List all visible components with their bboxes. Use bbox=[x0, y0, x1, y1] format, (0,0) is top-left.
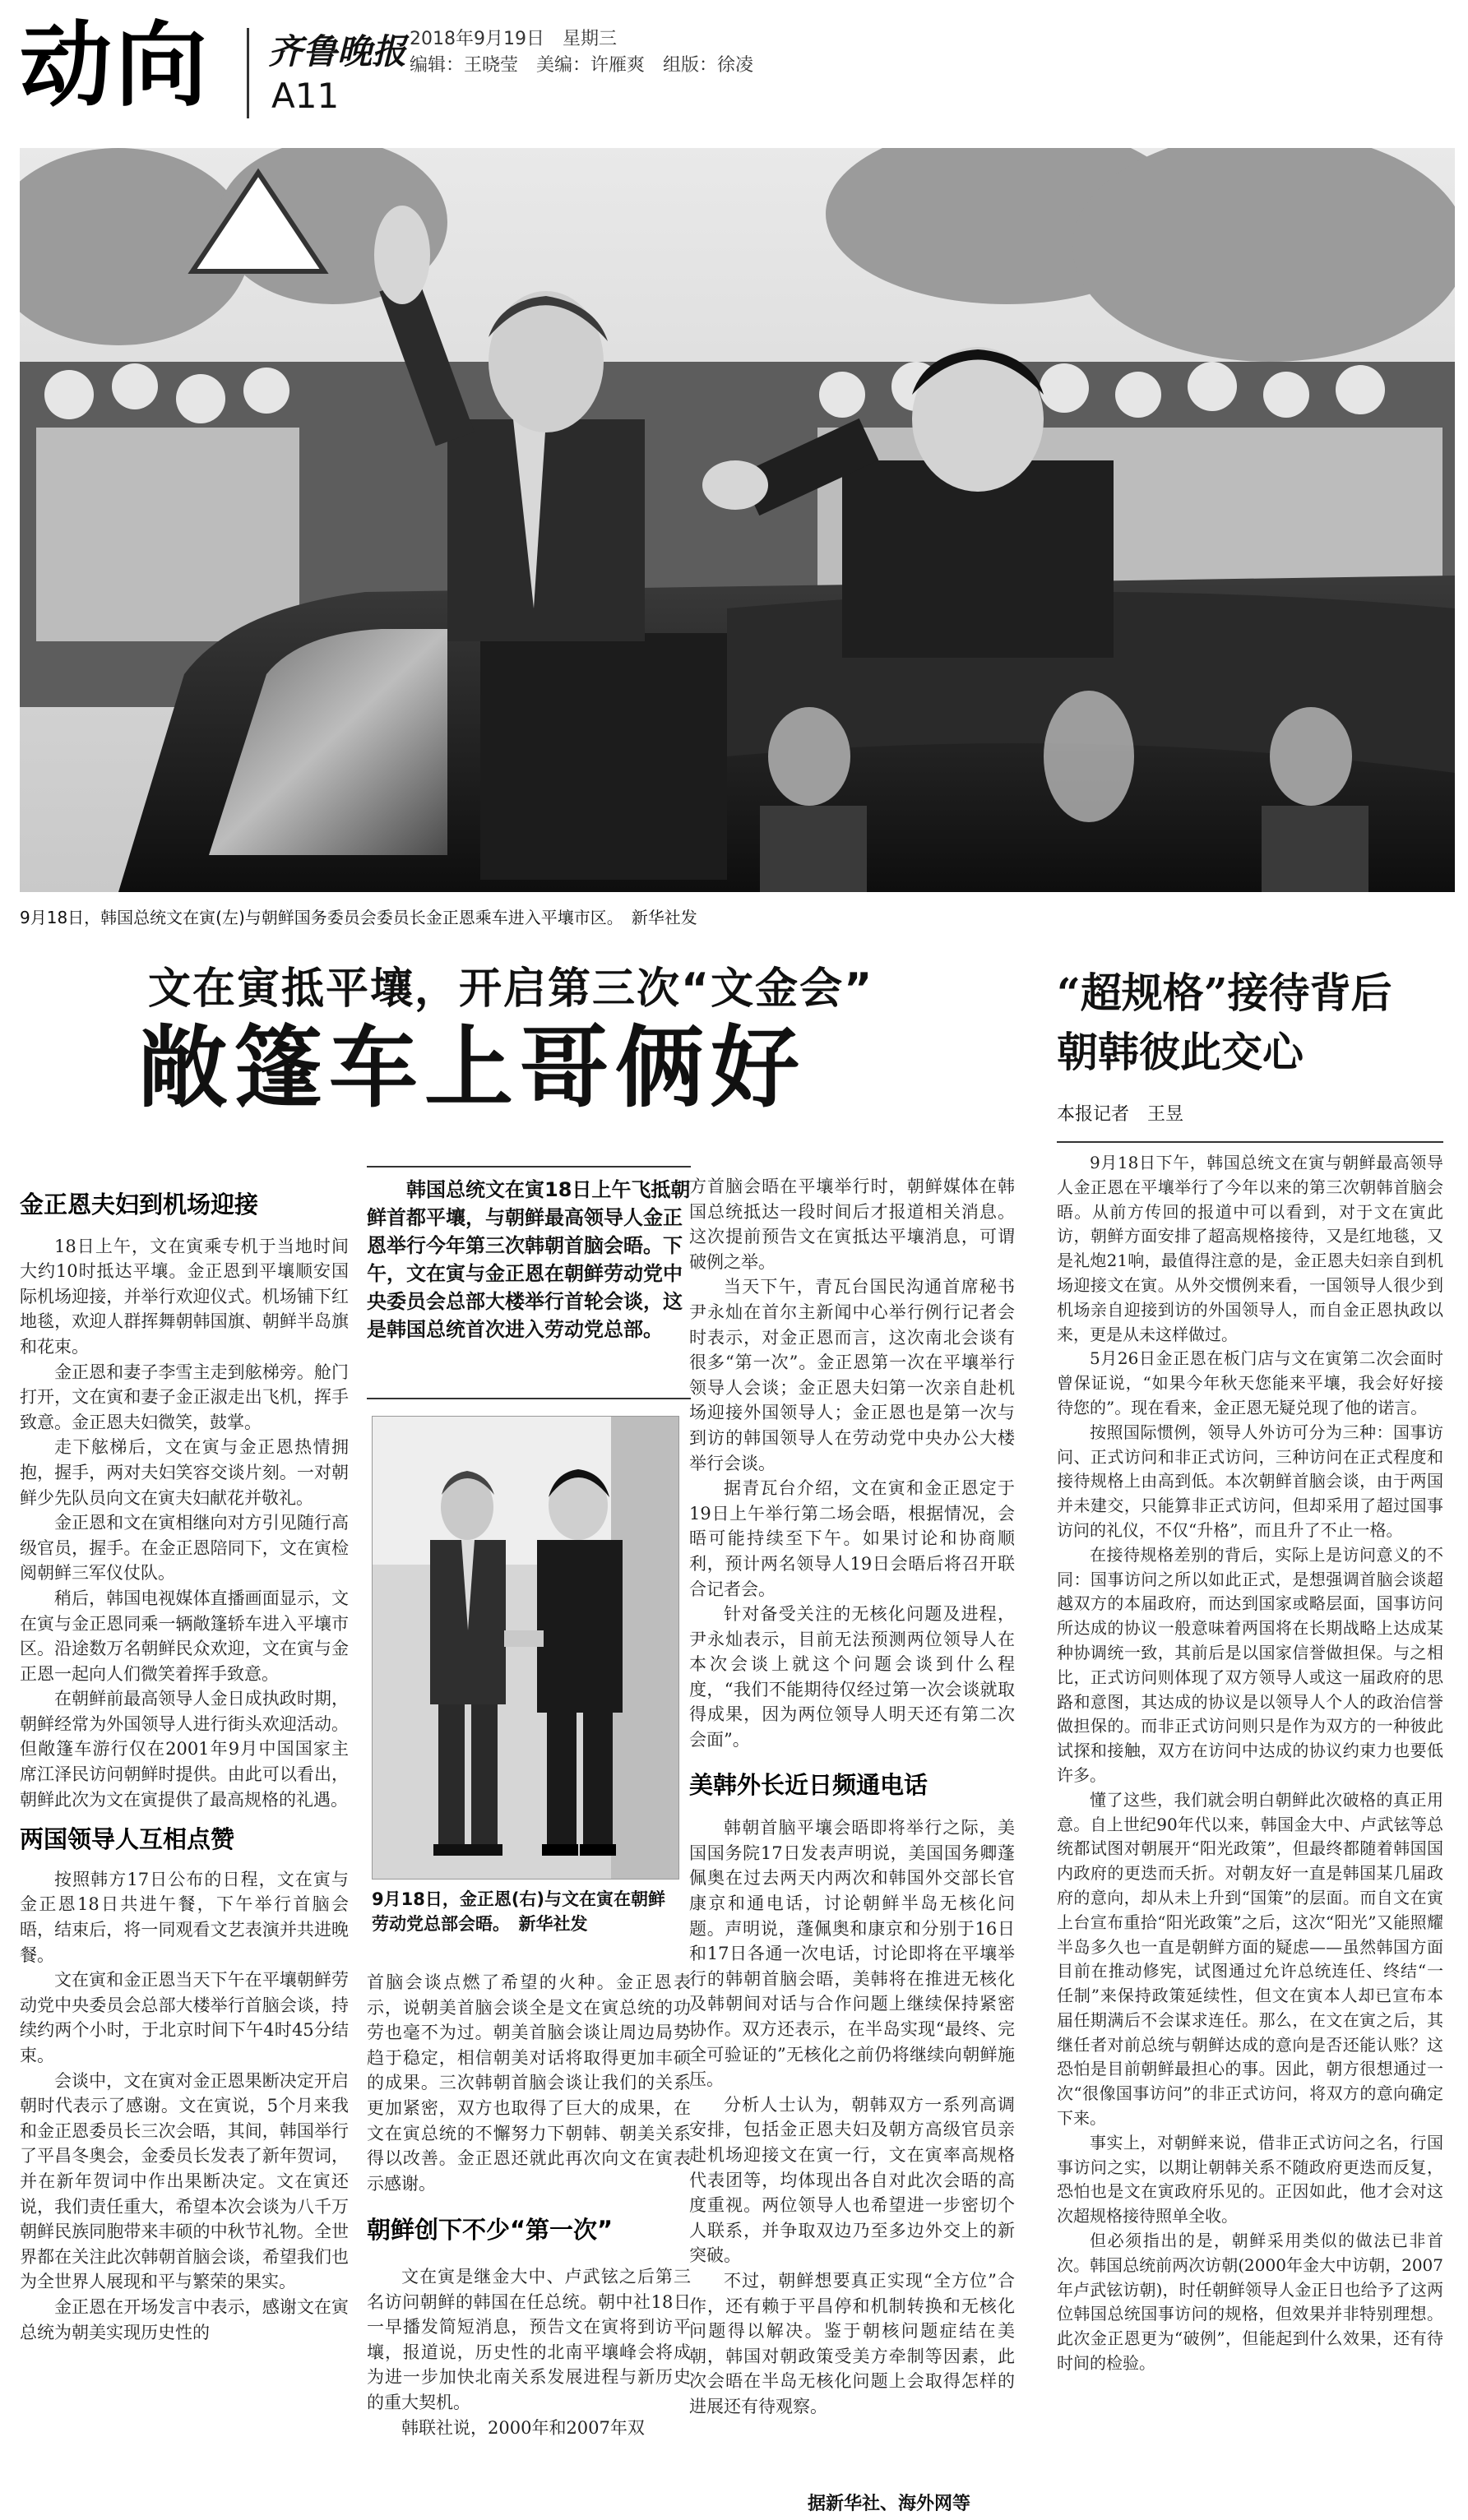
page-number: A11 bbox=[271, 76, 340, 116]
paragraph: 金正恩和文在寅相继向对方引见随行高级官员，握手。在金正恩陪同下，文在寅检阅朝鲜三军仪仗队。 bbox=[20, 1513, 349, 1584]
byline: 本报记者 王昱 bbox=[1057, 1104, 1184, 1125]
header-divider bbox=[247, 28, 249, 118]
commentary-rule bbox=[1057, 1141, 1443, 1143]
paragraph: 据青瓦台介绍，文在寅和金正恩定于19日上午举行第二场会晤，根据情况，会晤可能持续至下午。如果讨论和协商顺利，预计两名领导人19日会晤后将召开联合记者会。 bbox=[689, 1478, 1015, 1599]
hero-photo bbox=[20, 148, 1455, 892]
paragraph: 金正恩在开场发言中表示，感谢文在寅总统为朝美实现历史性的 bbox=[20, 2296, 349, 2342]
paragraph: 韩联社说，2000年和2007年双 bbox=[401, 2417, 645, 2438]
article-source: 据新华社、海外网等 bbox=[808, 2494, 971, 2514]
subhead-us-rok-calls: 美韩外长近日频通电话 bbox=[689, 1770, 928, 1799]
paragraph: 但必须指出的是，朝鲜采用类似的做法已非首次。韩国总统前两次访朝(2000年金大中访朝，2007年卢武铉访朝)，时任朝鲜领导人金正日也给予了这两位韩国总统国事访问的规格，但效果并非特别理想。此次金正恩更为“破例”，但能起到什么效果，还有待时间的检验。 bbox=[1057, 2231, 1443, 2374]
paragraph: 事实上，对朝鲜来说，借非正式访问之名，行国事访问之实，以期让朝韩关系不随政府更迭而反复，恐怕也是文在寅政府乐见的。正因如此，他才会对这次超规格接待照单全收。 bbox=[1057, 2132, 1443, 2226]
paragraph: 按照韩方17日公布的日程，文在寅与金正恩18日共进午餐，下午举行首脑会晤，结束后，将一同观看文艺表演并共进晚餐。 bbox=[20, 1869, 349, 1965]
paragraph: 针对备受关注的无核化问题及进程，尹永灿表示，目前无法预测两位领导人在本次会谈上就这个问题会谈到什么程度，“我们不能期待仅经过第一次会谈就取得成果，因为两位领导人明天还有第二次会面”。 bbox=[689, 1604, 1015, 1750]
paragraph: 懂了这些，我们就会明白朝鲜此次破格的真正用意。自上世纪90年代以来，韩国金大中、卢武铉等总统都试图对朝展开“阳光政策”，但最终都随着韩国国内政府的更迭而夭折。对朝友好一直是韩国某几届政府的意向，却从未上升到“国策”的层面。而自文在寅上台宣布重拾“阳光政策”之后，这次“阳光”又能照耀半岛多久也一直是朝鲜方面的疑虑——虽然韩国方面目前在推动修宪，试图通过允许总统连任、终结“一任制”来保持政策延续性，但文在寅本人却已宣布本届任期满后不会谋求连任。那么，在文在寅之后，其继任者对前总统与朝鲜达成的意向是否还能认账？这恐怕是目前朝鲜最担心的事。因此，朝方很想通过一次“很像国事访问”的非正式访问，将双方的意向确定下来。 bbox=[1057, 1789, 1443, 2129]
paragraph: 在朝鲜前最高领导人金日成执政时期，朝鲜经常为外国领导人进行街头欢迎活动。但敞篷车游行仅在2001年9月中国国家主席江泽民访问朝鲜时提供。由此可以看出，朝鲜此次为文在寅提供了最高规格的礼遇。 bbox=[20, 1689, 349, 1810]
paragraph: 5月26日金正恩在板门店与文在寅第二次会面时曾保证说，“如果今年秋天您能来平壤，我会好好接待您的”。现在看来，金正恩无疑兑现了他的诺言。 bbox=[1057, 1348, 1443, 1417]
paragraph: 走下舷梯后，文在寅与金正恩热情拥抱，握手，两对夫妇笑容交谈片刻。一对朝鲜少先队员向文在寅夫妇献花并敬礼。 bbox=[20, 1437, 349, 1508]
section-title: 动向 bbox=[20, 12, 211, 119]
lead-rule-top bbox=[367, 1166, 691, 1168]
subhead-firsts: 朝鲜创下不少“第一次” bbox=[367, 2216, 614, 2245]
paper-name: 齐鲁晚报 bbox=[268, 31, 407, 72]
paragraph: 会谈中，文在寅对金正恩果断决定开启朝时代表示了感谢。文在寅说，5个月来我和金正恩委员长三次会晤，其间，韩国举行了平昌冬奥会，金委员长发表了新年贺词，并在新年贺词中作出果断决定。文在寅还说，我们责任重大，希望本次会谈为八千万朝鲜民族同胞带来丰硕的中秋节礼物。全世界都在关注此次韩朝首脑会谈，希望我们也为全世界人展现和平与繁荣的果实。 bbox=[20, 2070, 349, 2292]
article-column-3 bbox=[689, 1174, 1015, 2420]
paragraph: 分析人士认为，朝韩双方一系列高调安排，包括金正恩夫妇及朝方高级官员亲赴机场迎接文在寅一行，文在寅率高规格代表团等，均体现出各自对此次会晤的高度重视。两位领导人也希望进一步密切个人联系，并争取双边乃至多边外交上的新突破。 bbox=[689, 2094, 1015, 2266]
subhead-praise: 两国领导人互相点赞 bbox=[20, 1825, 235, 1854]
lead-rule-bottom bbox=[367, 1398, 691, 1399]
paragraph: 按照国际惯例，领导人外访可分为三种：国事访问、正式访问和非正式访问，三种访问在正式程度和接待规格上由高到低。本次朝鲜首脑会谈，由于两国并未建交，只能算非正式访问，但却采用了超过国事访问的礼仪，不仅“升格”，而且升了不止一格。 bbox=[1057, 1422, 1443, 1540]
paragraph: 稍后，韩国电视媒体直播画面显示，文在寅与金正恩同乘一辆敞篷轿车进入平壤市区。沿途数万名朝鲜民众欢迎，文在寅与金正恩一起向人们微笑着挥手致意。 bbox=[20, 1588, 349, 1684]
meeting-photo-caption: 9月18日，金正恩(右)与文在寅在朝鲜劳动党总部会晤。 新华社发 bbox=[372, 1889, 666, 1934]
lead-summary: 韩国总统文在寅18日上午飞抵朝鲜首都平壤，与朝鲜最高领导人金正恩举行今年第三次韩朝首脑会晤。下午，文在寅与金正恩在朝鲜劳动党中央委员会总部大楼举行首轮会谈，这是韩国总统首次进入劳动党总部。 bbox=[367, 1178, 691, 1341]
paragraph: 当天下午，青瓦台国民沟通首席秘书尹永灿在首尔主新闻中心举行例行记者会时表示，对金正恩而言，这次南北会谈有很多“第一次”。金正恩第一次在平壤举行领导人会谈；金正恩夫妇第一次亲自赴机场迎接外国领导人；金正恩也是第一次与到访的韩国领导人在劳动党中央办公大楼举行会谈。 bbox=[689, 1277, 1015, 1473]
paragraph: 18日上午，文在寅乘专机于当地时间大约10时抵达平壤。金正恩到平壤顺安国际机场迎接，并举行欢迎仪式。机场铺下红地毯，欢迎人群挥舞朝韩国旗、朝鲜半岛旗和花束。 bbox=[20, 1236, 349, 1357]
date-line: 2018年9月19日 星期三 bbox=[410, 29, 617, 49]
subhead-airport: 金正恩夫妇到机场迎接 bbox=[20, 1191, 259, 1218]
paragraph: 韩朝首脑平壤会晤即将举行之际，美国国务院17日发表声明说，美国国务卿蓬佩奥在过去两天内两次和韩国外交部长官康京和通电话，讨论朝鲜半岛无核化问题。声明说，蓬佩奥和康京和分别于16日和17日各通一次电话，讨论即将在平壤举行的韩朝首脑会晤，美韩将在推进无核化及韩朝间对话与合作问题上继续保持紧密协作。双方还表示，在半岛实现“最终、完全可验证的”无核化之前仍将继续向朝鲜施压。 bbox=[689, 1818, 1015, 2090]
article-column-1 bbox=[20, 1192, 349, 2345]
paragraph: 不过，朝鲜想要真正实现“全方位”合作，还有赖于平昌停和机制转换和无核化问题得以解决。鉴于朝核问题症结在美朝，韩国对朝政策受美方牵制等因素，此次会晤在半岛无核化问题上会取得怎样的进展还有待观察。 bbox=[689, 2270, 1015, 2416]
article-kicker: 文在寅抵平壤，开启第三次“文金会” bbox=[148, 964, 874, 1014]
article-column-2 bbox=[367, 1970, 691, 2440]
paragraph: 首脑会谈点燃了希望的火种。金正恩表示，说朝美首脑会谈全是文在寅总统的功劳也毫不为过。朝美首脑会谈让周边局势趋于稳定，相信朝美对话将取得更加丰硕的成果。三次韩朝首脑会谈让我们的关系更加紧密，双方也取得了巨大的成果，在文在寅总统的不懈努力下朝韩、朝美关系得以改善。金正恩还就此再次向文在寅表示感谢。 bbox=[367, 1972, 691, 2194]
commentary-headline-line1: “超规格”接待背后 bbox=[1057, 969, 1392, 1017]
paragraph: 方首脑会晤在平壤举行时，朝鲜媒体在韩国总统抵达一段时间后才报道相关消息。这次提前预告文在寅抵达平壤消息，可谓破例之举。 bbox=[689, 1177, 1015, 1272]
commentary-column bbox=[1057, 1151, 1443, 2376]
paragraph: 在接待规格差别的背后，实际上是访问意义的不同：国事访问之所以如此正式，是想强调首脑会谈超越双方的本届政府，而达到国家或略层面，国事访问所达成的协议一般意味着两国将在长期战略上达成某种协调统一致，其前后是以国家信誉做担保。与之相比，正式访问则体现了双方领导人或这一届政府的思路和意图，其达成的协议是以领导人个人的政治信誉做担保的。而非正式访问则只是作为双方的一种彼此试探和接触，双方在访问中达成的协议约束力也要低许多。 bbox=[1057, 1544, 1443, 1785]
paragraph: 9月18日下午，韩国总统文在寅与朝鲜最高领导人金正恩在平壤举行了今年以来的第三次朝韩首脑会晤。从前方传回的报道中可以看到，对于文在寅此访，朝鲜方面安排了超高规格接待，又是红地毯，又是礼炮21响，最值得注意的是，金正恩夫妇亲自到机场迎接文在寅。从外交惯例来看，一国领导人很少到机场亲自迎接到访的外国领导人，而自金正恩执政以来，更是从未这样做过。 bbox=[1057, 1153, 1443, 1344]
paragraph: 文在寅是继金大中、卢武铉之后第三名访问朝鲜的韩国在任总统。朝中社18日一早播发简短消息，预告文在寅将到访平壤，报道说，历史性的北南平壤峰会将成为进一步加快北南关系发展进程与新历史的重大契机。 bbox=[367, 2266, 691, 2412]
article-headline: 敞篷车上哥俩好 bbox=[138, 1017, 807, 1120]
meeting-photo bbox=[372, 1416, 679, 1880]
paragraph: 金正恩和妻子李雪主走到舷梯旁。舱门打开，文在寅和妻子金正淑走出飞机，挥手致意。金正恩夫妇微笑，鼓掌。 bbox=[20, 1362, 349, 1432]
editors-line: 编辑：王晓莹 美编：许雁爽 组版：徐凌 bbox=[410, 55, 754, 76]
hero-caption: 9月18日，韩国总统文在寅(左)与朝鲜国务委员会委员长金正恩乘车进入平壤市区。 新华社发 bbox=[20, 908, 697, 927]
paragraph: 文在寅和金正恩当天下午在平壤朝鲜劳动党中央委员会总部大楼举行首脑会谈，持续约两个小时，于北京时间下午4时45分结束。 bbox=[20, 1970, 349, 2065]
commentary-headline-line2: 朝韩彼此交心 bbox=[1057, 1028, 1304, 1076]
